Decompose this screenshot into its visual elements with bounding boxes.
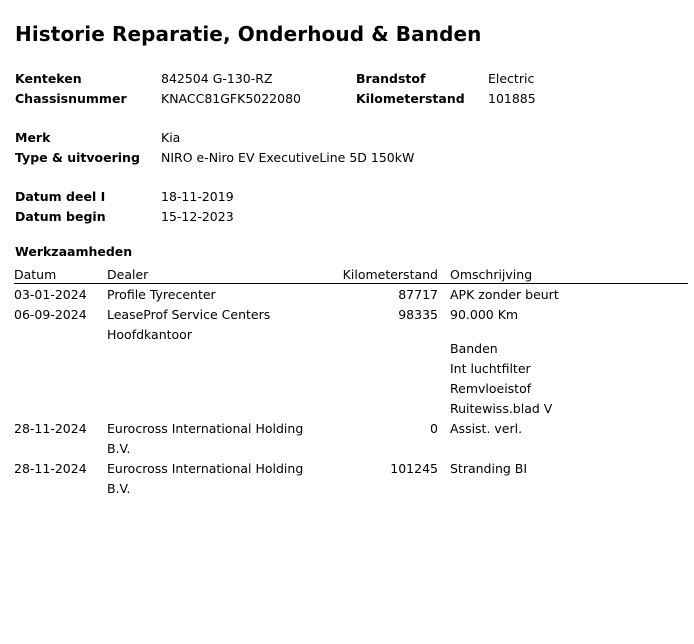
row-dealer (107, 419, 333, 459)
row-dealer-name: Eurocross International Holding (107, 421, 304, 436)
row-desc-line: Int luchtfilter (450, 361, 531, 376)
row-desc-line: Ruitewiss.blad V (450, 401, 553, 416)
type-value: NIRO e-Niro EV ExecutiveLine 5D 150kW (161, 150, 415, 165)
column-header-km: Kilometerstand (333, 266, 450, 284)
datum-deel-value: 18-11-2019 (161, 189, 234, 204)
table-row (14, 305, 688, 419)
datum-deel-label: Datum deel I (15, 189, 106, 204)
row-km: 101245 (390, 461, 438, 476)
table-row (14, 284, 688, 306)
kenteken-value: 842504 G-130-RZ (161, 71, 273, 86)
brandstof-value: Electric (488, 71, 535, 86)
type-label: Type & uitvoering (15, 150, 140, 165)
row-dealer (107, 284, 333, 306)
row-km: 87717 (398, 287, 438, 302)
kenteken-label: Kenteken (15, 71, 82, 86)
brandstof-label: Brandstof (356, 71, 426, 86)
row-desc (450, 284, 688, 306)
row-desc-line: Banden (450, 341, 498, 356)
row-desc-spacer (450, 322, 688, 342)
row-dealer-name: LeaseProf Service Centers (107, 307, 271, 322)
row-km: 98335 (398, 307, 438, 322)
row-desc (450, 419, 688, 459)
merk-label: Merk (15, 130, 51, 145)
datum-begin-value: 15-12-2023 (161, 209, 234, 224)
row-dealer-name-cont: B.V. (107, 481, 131, 496)
werkzaamheden-title: Werkzaamheden (15, 244, 133, 259)
row-date: 03-01-2024 (14, 287, 87, 302)
table-header-row (14, 266, 688, 284)
row-dealer-name-cont: B.V. (107, 441, 131, 456)
column-header-desc: Omschrijving (450, 266, 688, 284)
werkzaamheden-table (14, 266, 688, 499)
row-dealer-name: Profile Tyrecenter (107, 287, 216, 302)
row-desc-line: Remvloeistof (450, 381, 532, 396)
row-date: 28-11-2024 (14, 461, 87, 476)
column-header-dealer: Dealer (107, 266, 333, 284)
row-desc-line: 90.000 Km (450, 307, 519, 322)
row-dealer-name: Eurocross International Holding (107, 461, 304, 476)
chassis-value: KNACC81GFK5022080 (161, 91, 301, 106)
table-row (14, 459, 688, 499)
row-date: 06-09-2024 (14, 307, 87, 322)
datum-begin-label: Datum begin (15, 209, 106, 224)
column-header-date: Datum (14, 266, 107, 284)
kilometerstand-label: Kilometerstand (356, 91, 465, 106)
merk-value: Kia (161, 130, 181, 145)
page-title: Historie Reparatie, Onderhoud & Banden (15, 22, 482, 46)
row-desc (450, 459, 688, 499)
row-dealer (107, 459, 333, 499)
row-dealer-name-cont: Hoofdkantoor (107, 327, 192, 342)
row-dealer (107, 305, 333, 419)
row-desc (450, 305, 688, 419)
kilometerstand-value: 101885 (488, 91, 536, 106)
row-date: 28-11-2024 (14, 421, 87, 436)
row-km: 0 (430, 421, 438, 436)
row-desc-line: Stranding BI (450, 461, 528, 476)
row-desc-line: Assist. verl. (450, 421, 523, 436)
chassis-label: Chassisnummer (15, 91, 127, 106)
table-row (14, 419, 688, 459)
row-desc-line: APK zonder beurt (450, 287, 559, 302)
